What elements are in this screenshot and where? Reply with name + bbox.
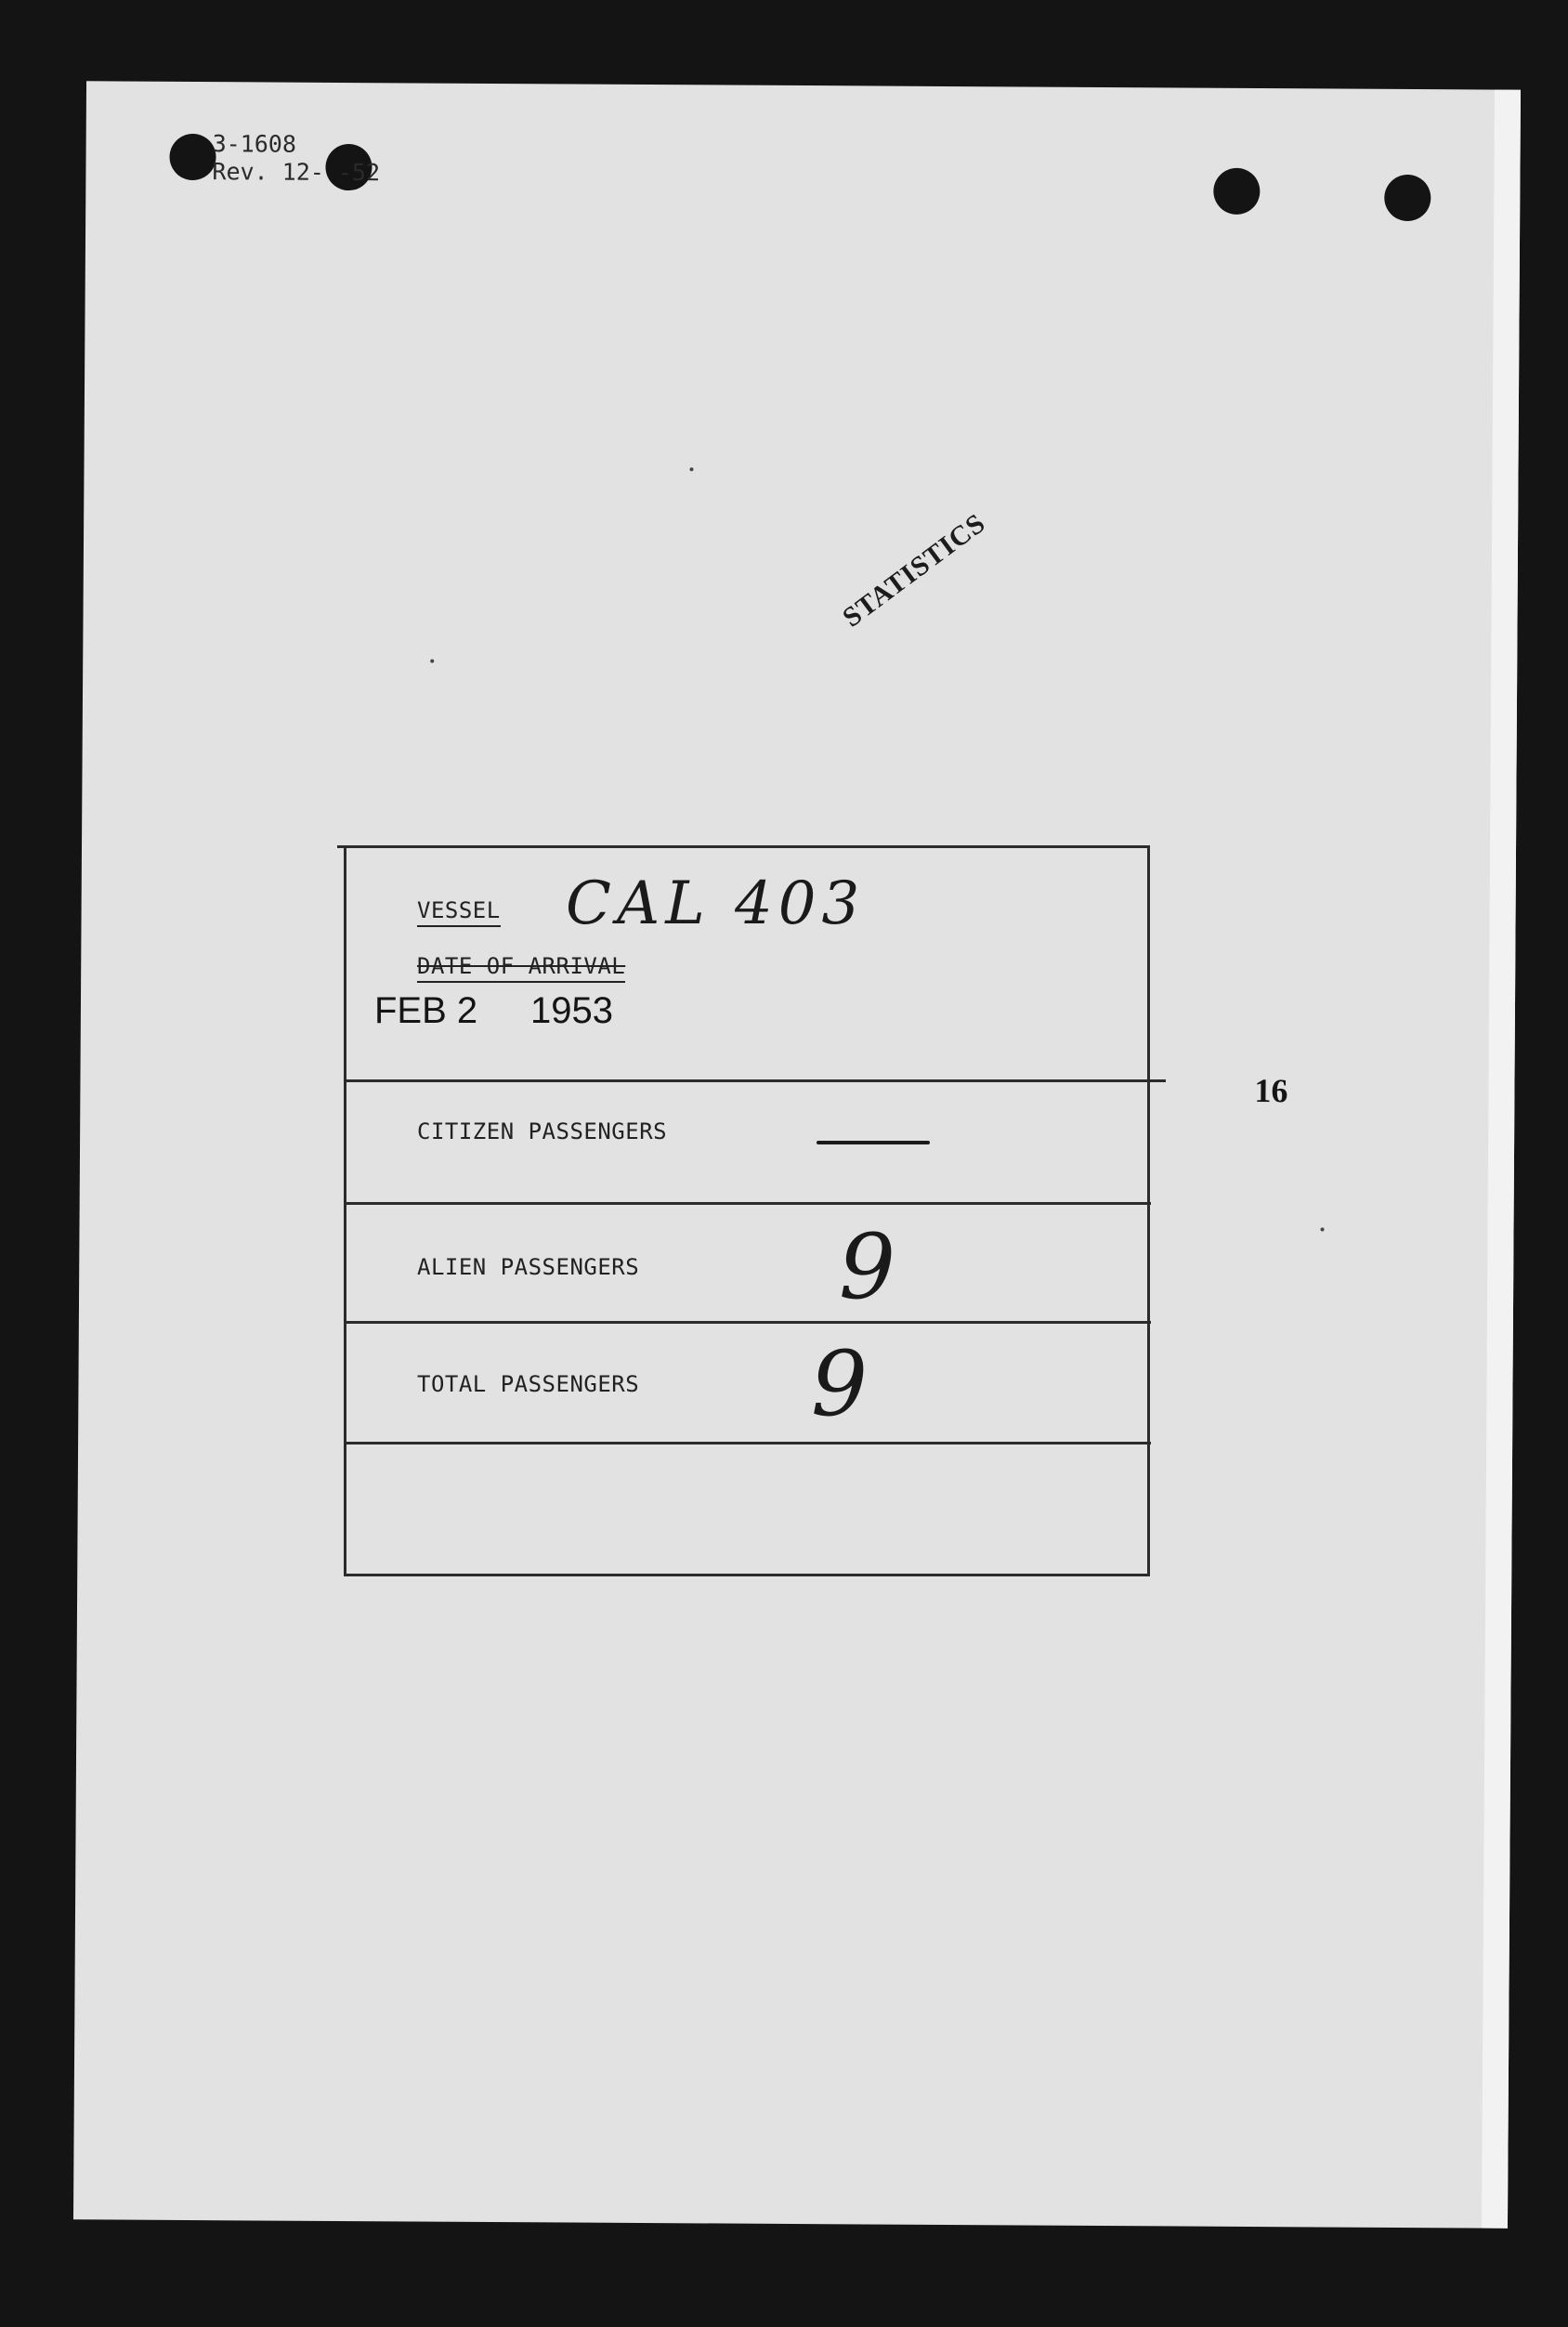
arrival-year: 1953 — [530, 990, 613, 1031]
form-number: 3-1608 — [212, 130, 297, 158]
form-revision: Rev. 12- -52 — [212, 158, 381, 187]
page-number: 16 — [1254, 1072, 1288, 1110]
divider — [346, 1079, 1166, 1082]
arrival-month-day: FEB 2 — [374, 990, 478, 1031]
vessel-label: VESSEL — [417, 897, 501, 927]
citizen-passengers-dash — [817, 1141, 930, 1144]
alien-passengers-value: 9 — [839, 1215, 896, 1319]
passenger-form — [344, 845, 1150, 1576]
citizen-passengers-label: CITIZEN PASSENGERS — [417, 1118, 668, 1144]
speck — [1321, 1227, 1325, 1231]
speck — [430, 660, 434, 663]
statistics-stamp: STATISTICS — [837, 507, 992, 634]
divider — [346, 1442, 1151, 1445]
divider — [346, 1202, 1151, 1205]
punch-hole — [1213, 168, 1260, 215]
form-top-border — [337, 845, 1147, 848]
divider — [346, 1321, 1151, 1324]
punch-hole — [1384, 175, 1431, 221]
speck — [689, 467, 693, 471]
punch-hole — [169, 134, 216, 180]
total-passengers-label: TOTAL PASSENGERS — [417, 1371, 640, 1397]
total-passengers-value: 9 — [811, 1332, 869, 1436]
alien-passengers-label: ALIEN PASSENGERS — [417, 1254, 640, 1280]
vessel-value: CAL 403 — [566, 869, 866, 938]
arrival-label: DATE OF ARRIVAL — [417, 953, 625, 983]
